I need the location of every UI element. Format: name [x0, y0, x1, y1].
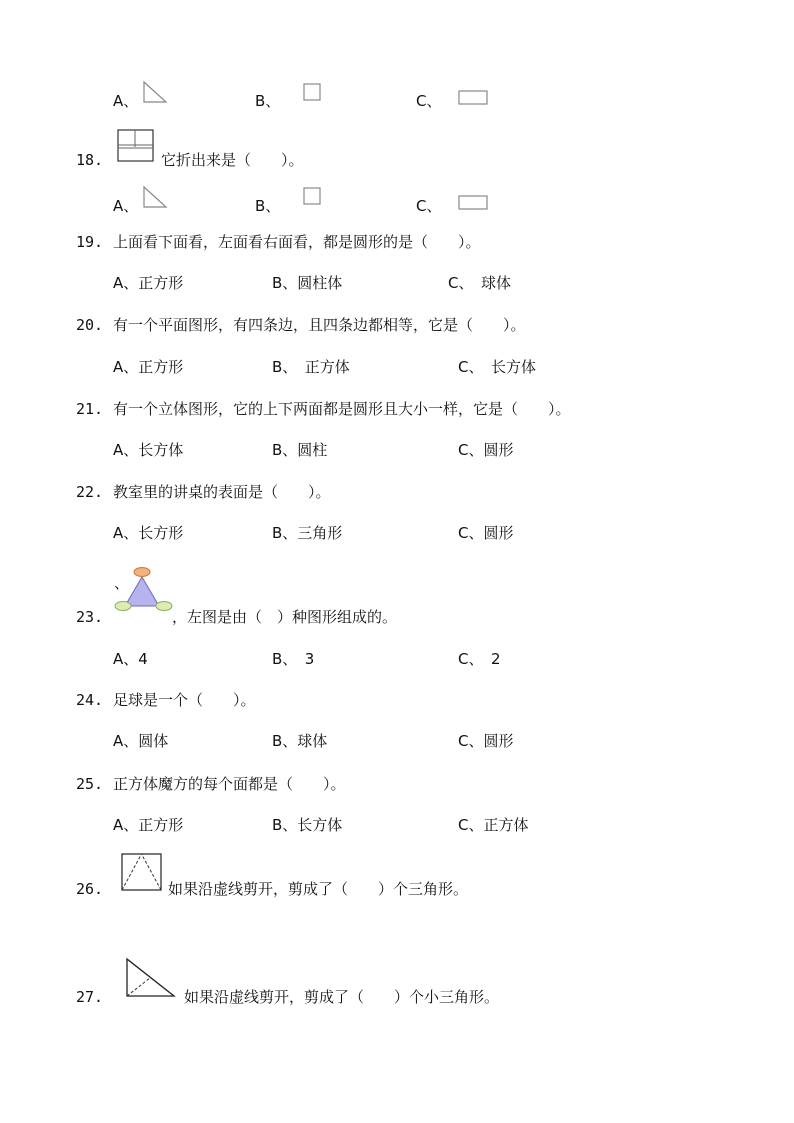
q21-option-a[interactable]: A、长方体	[113, 441, 184, 459]
q24-text: 足球是一个（ ）。	[113, 691, 256, 709]
option-b[interactable]: B、	[255, 92, 281, 110]
q24-option-b[interactable]: B、球体	[272, 732, 328, 750]
q21-text: 有一个立体图形，它的上下两面都是圆形且大小一样，它是（ ）。	[113, 400, 571, 418]
q18-option-c[interactable]: C、	[416, 197, 442, 215]
q19-option-a[interactable]: A、正方形	[113, 274, 184, 292]
q20-option-b[interactable]: B、 正方体	[272, 358, 350, 376]
q23-option-a[interactable]: A、4	[113, 650, 148, 668]
folded-square-icon	[117, 129, 155, 163]
q27-number: 27.	[76, 988, 104, 1006]
q19-number: 19.	[76, 233, 104, 251]
q25-text: 正方体魔方的每个面都是（ ）。	[113, 775, 346, 793]
right-triangle-icon	[142, 80, 168, 104]
q25-number: 25.	[76, 775, 104, 793]
square-icon	[303, 83, 321, 101]
q23-mark: 、	[114, 574, 130, 592]
q27-text: 如果沿虚线剪开，剪成了（ ）个小三角形。	[184, 988, 500, 1006]
q19-option-b[interactable]: B、圆柱体	[272, 274, 343, 292]
q20-option-a[interactable]: A、正方形	[113, 358, 184, 376]
q18-option-b[interactable]: B、	[255, 197, 281, 215]
q19-option-c[interactable]: C、 球体	[448, 274, 511, 292]
q23-text: ，左图是由（ ）种图形组成的。	[172, 608, 398, 626]
q23-number: 23.	[76, 608, 104, 626]
q18-number: 18.	[76, 151, 104, 169]
q20-number: 20.	[76, 316, 104, 334]
q22-number: 22.	[76, 483, 104, 501]
rectangle-icon	[458, 195, 488, 211]
option-c[interactable]: C、	[416, 92, 442, 110]
q24-number: 24.	[76, 691, 104, 709]
q21-number: 21.	[76, 400, 104, 418]
right-triangle-dashed-cut-figure	[125, 957, 177, 999]
q24-option-a[interactable]: A、圆体	[113, 732, 169, 750]
square-icon	[303, 187, 321, 205]
q23-option-b[interactable]: B、 3	[272, 650, 315, 668]
q18-option-a[interactable]: A、	[113, 197, 139, 215]
rectangle-icon	[458, 90, 488, 106]
q21-option-b[interactable]: B、圆柱	[272, 441, 328, 459]
q18-text: 它折出来是（ ）。	[161, 151, 304, 169]
q25-option-c[interactable]: C、正方体	[458, 816, 529, 834]
q26-text: 如果沿虚线剪开，剪成了（ ）个三角形。	[168, 880, 469, 898]
q22-option-c[interactable]: C、圆形	[458, 524, 514, 542]
right-triangle-icon	[142, 185, 168, 209]
rectangle-dashed-cut-figure	[121, 853, 163, 893]
q19-text: 上面看下面看，左面看右面看，都是圆形的是（ ）。	[113, 233, 481, 251]
q25-option-b[interactable]: B、长方体	[272, 816, 343, 834]
q21-option-c[interactable]: C、圆形	[458, 441, 514, 459]
q25-option-a[interactable]: A、正方形	[113, 816, 184, 834]
q23-option-c[interactable]: C、 2	[458, 650, 501, 668]
option-a[interactable]: A、	[113, 92, 139, 110]
q22-option-b[interactable]: B、三角形	[272, 524, 343, 542]
q20-text: 有一个平面图形，有四条边，且四条边都相等，它是（ ）。	[113, 316, 526, 334]
triangle-ellipses-figure	[112, 565, 176, 611]
q26-number: 26.	[76, 880, 104, 898]
q22-text: 教室里的讲桌的表面是（ ）。	[113, 483, 331, 501]
q20-option-c[interactable]: C、 长方体	[458, 358, 536, 376]
q24-option-c[interactable]: C、圆形	[458, 732, 514, 750]
q22-option-a[interactable]: A、长方形	[113, 524, 184, 542]
